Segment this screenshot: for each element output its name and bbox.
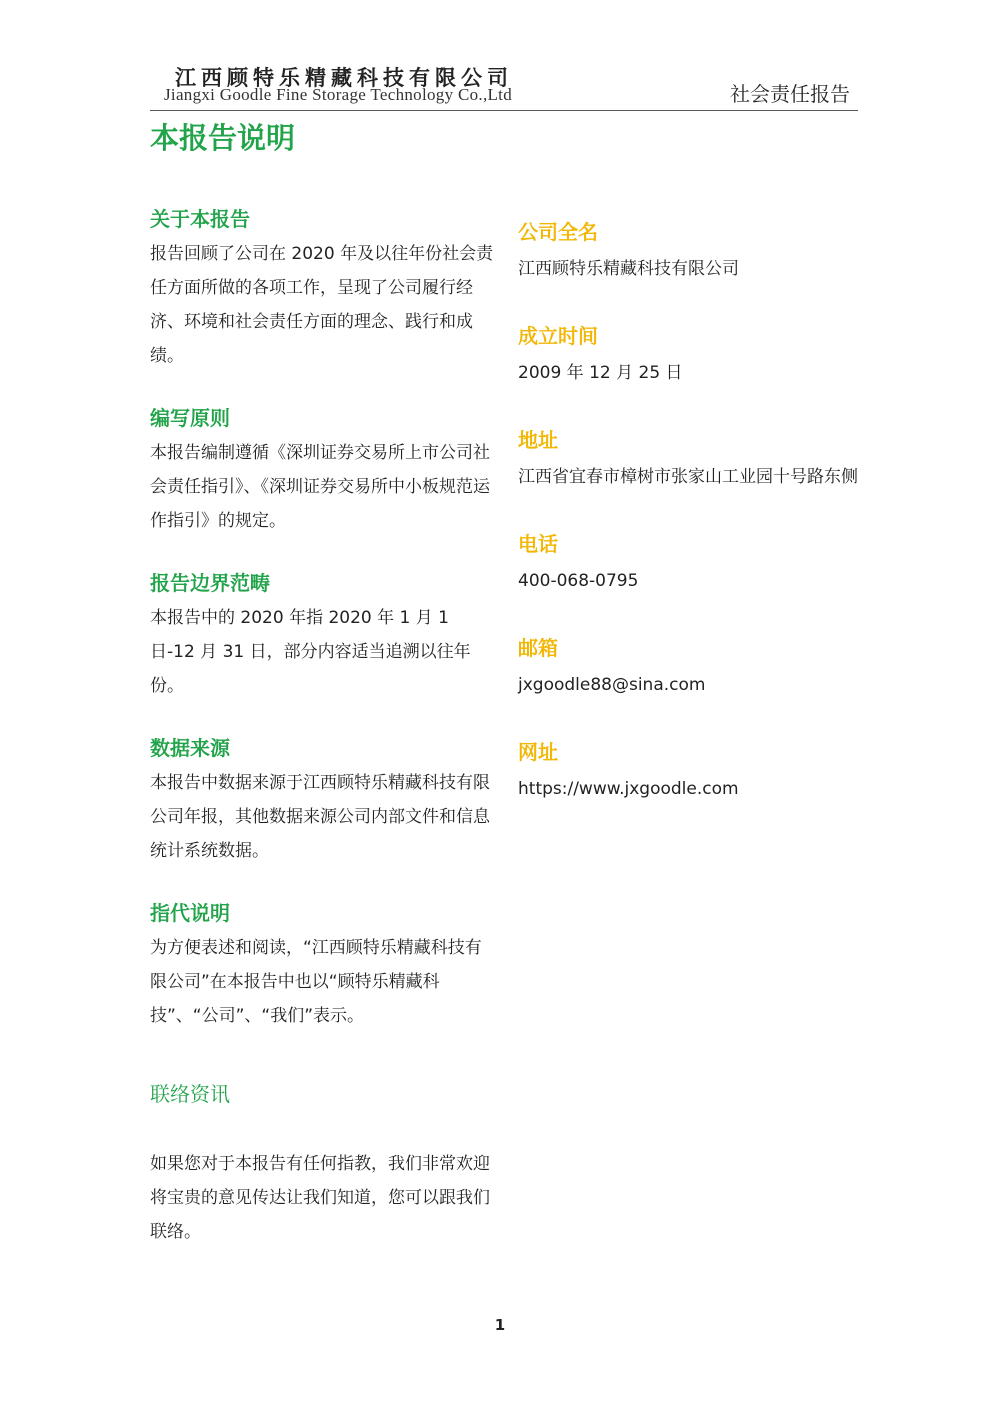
info-value: jxgoodle88@sina.com [518,675,706,695]
section-heading: 数据来源 [150,736,230,760]
page-title: 本报告说明 [150,121,296,155]
info-value: 江西顾特乐精藏科技有限公司 [518,259,739,279]
info-address [518,424,863,494]
info-value: 江西省宜春市樟树市张家山工业园十号路东侧 [518,467,858,487]
info-company-name [518,216,863,286]
info-label: 成立时间 [518,324,598,348]
section-heading: 关于本报告 [150,207,250,231]
report-notes-column [150,204,495,1249]
section-heading: 报告边界范畴 [150,571,270,595]
section-body: 本报告中的 2020 年指 2020 年 1 月 1 日-12 月 31 日，部分内容适当追溯以往年份。 [150,608,471,696]
section-body: 报告回顾了公司在 2020 年及以往年份社会责任方面所做的各项工作，呈现了公司履行经济、环境和社会责任方面的理念、践行和成绩。 [150,244,494,366]
info-label: 电话 [518,532,558,556]
info-value: https://www.jxgoodle.com [518,779,739,799]
contact-body: 如果您对于本报告有任何指教，我们非常欢迎将宝贵的意见传达让我们知道，您可以跟我们联络。 [150,1154,490,1242]
info-founded-date [518,320,863,390]
section-heading: 编写原则 [150,406,230,430]
section-body: 本报告编制遵循《深圳证券交易所上市公司社会责任指引》、《深圳证券交易所中小板规范运作指引》的规定。 [150,443,490,531]
contact-heading: 联络资讯 [150,1082,230,1106]
section-body: 本报告中数据来源于江西顾特乐精藏科技有限公司年报，其他数据来源公司内部文件和信息统计系统数据。 [150,773,490,861]
company-name-cn: 江西顾特乐精藏科技有限公司 [175,65,513,90]
company-name-en: Jiangxi Goodle Fine Storage Technology Co.,Ltd [164,85,513,104]
section-body: 为方便表述和阅读，“江西顾特乐精藏科技有限公司”在本报告中也以“顾特乐精藏科技”、“公司”、“我们”表示。 [150,938,482,1026]
info-email [518,632,863,702]
page-header [150,58,858,111]
info-value: 400-068-0795 [518,571,639,591]
section-about-report [150,204,495,373]
info-phone [518,528,863,598]
info-label: 公司全名 [518,220,598,244]
info-website [518,736,863,806]
section-principles [150,403,495,538]
section-boundary [150,568,495,703]
report-title: 社会责任报告 [730,82,850,106]
section-heading: 指代说明 [150,901,230,925]
page-number: 1 [494,1316,506,1334]
company-info-column [518,216,863,840]
info-label: 地址 [518,428,558,452]
info-value: 2009 年 12 月 25 日 [518,363,683,383]
section-reference [150,898,495,1033]
info-label: 邮箱 [518,636,558,660]
section-data-source [150,733,495,868]
info-label: 网址 [518,740,558,764]
